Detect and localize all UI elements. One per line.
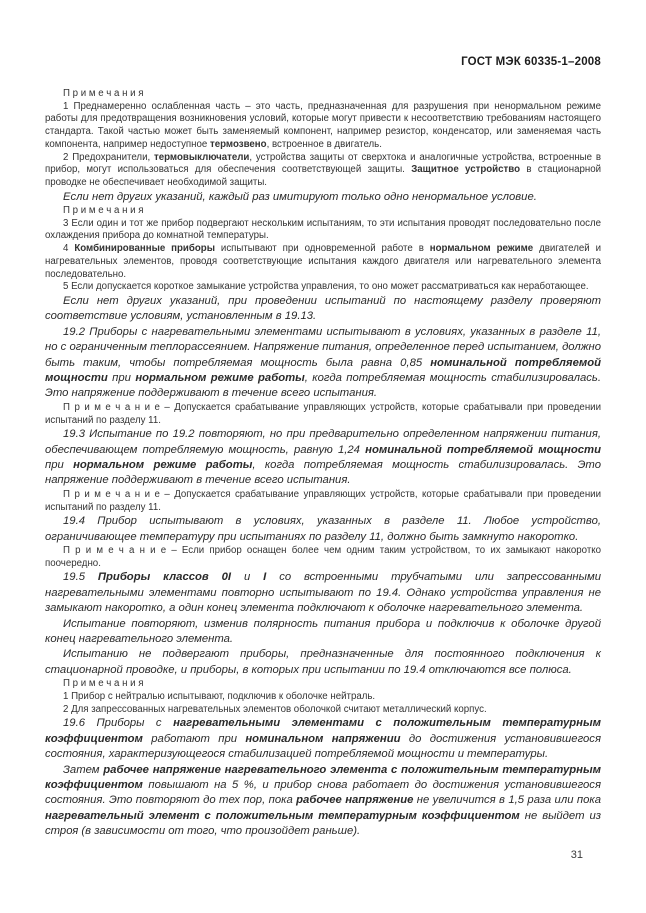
text-run: повышают на 5 %, и прибор снова работает до достижения установившегося состояния. Это повторяют до тех пор, пока <box>45 779 601 807</box>
text-run: 19.5 <box>63 571 98 584</box>
text-run: 19.6 Приборы с <box>63 717 174 730</box>
note-paragraph <box>45 402 601 427</box>
note-paragraph <box>45 205 601 218</box>
text-run: 5 Если допускается короткое замыкание устройства управления, то оно может рассматриваться как неработающее. <box>63 281 589 293</box>
note-paragraph <box>45 218 601 243</box>
body-paragraph <box>45 190 601 205</box>
text-run: 1 Преднамеренно ослабленная часть – это часть, предназначенная для разрушения при ненормальном режиме работы для предотвращения возникновения условий, которые могут привести к несоответствию требованиям настоящего стандарта. Такой частью может быть заменяемый компонент, например резистор, конденсатор, или заменяемая часть компонента, например недоступное <box>45 100 601 150</box>
text-run: работают при <box>142 732 246 745</box>
text-run: и <box>231 571 264 584</box>
note-paragraph <box>45 545 601 570</box>
bold-text-run: нормальном режиме работы <box>73 459 253 472</box>
text-run: , когда потребляемая мощность стабилизировалась. Это напряжение поддерживают в течение всего испытания. <box>45 371 602 400</box>
document-body <box>45 88 601 840</box>
note-paragraph <box>45 691 601 704</box>
note-paragraph <box>45 678 601 691</box>
bold-text-run: I <box>263 571 267 584</box>
bold-text-run: Приборы классов 0I <box>97 571 232 584</box>
text-run: П р и м е ч а н и е – Если прибор оснащен более чем одним таким устройством, то их замыкают накоротко поочередно. <box>45 545 601 569</box>
text-run: двигателей и нагревательных элементов, проводя соответствующие испытания каждого двигателя или нагревательного элемента последовательно. <box>45 243 601 280</box>
text-run: П р и м е ч а н и я <box>63 88 144 99</box>
text-run: Испытание повторяют, изменив полярность питания прибора и подключив к оболочке другой конец нагревательного элемента. <box>45 617 601 646</box>
text-run: до достижения установившегося состояния, характеризующегося стабилизацией потребляемой мощности и температуры. <box>45 732 601 761</box>
note-paragraph <box>45 704 601 717</box>
text-run: П р и м е ч а н и е – Допускается срабатывание управляющих устройств, которые срабатывали при проведении испытаний по разделу 11. <box>45 488 601 513</box>
text-run: при <box>45 459 74 472</box>
bold-text-run: нагревательными элементами с положительным температурным коэффициентом <box>45 717 601 745</box>
text-run: со встроенными трубчатыми или запрессованными нагревательными элементами повторно испытывают по 19.4. Однако устройства управления не замыкают накоротко, а один конец элемента подключают к оболочке нагревательного элемента. <box>45 571 601 615</box>
body-paragraph <box>45 325 601 402</box>
text-run: 19.3 Испытание по 19.2 повторяют, но при предварительно определенном напряжении питания, обеспечивающем потребляемую мощность, равную 1,24 <box>45 428 601 456</box>
bold-text-run: термовыключатели <box>154 151 250 163</box>
text-run: 1 Прибор с нейтралью испытывают, подключив к оболочке нейтраль. <box>63 691 376 702</box>
text-run: 2 Предохранители, <box>63 151 154 163</box>
text-run: 19.2 Приборы с нагревательными элементами испытывают в условиях, указанных в разделе 11, но с ограниченным теплорассеянием. Напряжение питания, определенное перед испытанием, должно быть таким, чтобы потребляемая мощность была равна 0,85 <box>45 325 601 369</box>
page-number: 31 <box>570 848 583 861</box>
body-paragraph <box>45 294 601 325</box>
page-content <box>45 56 601 861</box>
text-run: не увеличится в 1,5 раза или пока <box>413 794 601 807</box>
text-run: П р и м е ч а н и я <box>63 678 144 690</box>
bold-text-run: нагревательный элемент с положительным температурным коэффициентом <box>45 809 520 822</box>
note-paragraph <box>45 281 601 294</box>
body-paragraph <box>45 514 601 545</box>
text-run: испытывают при одновременной работе в <box>214 243 430 255</box>
text-run: Если нет других указаний, при проведении испытаний по настоящему разделу проверяют соответствие условиям, установленным в 19.13. <box>45 294 601 323</box>
bold-text-run: номинальной потребляемой мощности <box>45 356 602 384</box>
body-paragraph <box>45 763 601 840</box>
body-paragraph <box>45 617 601 648</box>
text-run: 3 Если один и тот же прибор подвергают нескольким испытаниям, то эти испытания проводят последовательно после охлаждения прибора до комнатной температуры. <box>45 217 601 242</box>
bold-text-run: номинальном напряжении <box>245 732 401 745</box>
text-run: Если нет других указаний, каждый раз имитируют только одно ненормальное условие. <box>63 190 537 203</box>
text-run: П р и м е ч а н и я <box>63 205 144 217</box>
body-paragraph <box>45 716 601 762</box>
bold-text-run: рабочее напряжение нагревательного элемента с положительным температурным коэффициентом <box>45 763 601 792</box>
text-run: Затем <box>63 763 104 776</box>
body-paragraph <box>45 570 601 616</box>
note-paragraph <box>45 88 601 101</box>
text-run: , когда потребляемая мощность стабилизировалась. Это напряжение поддерживают в течение всего испытания. <box>45 459 602 487</box>
bold-text-run: рабочее напряжение <box>296 794 414 807</box>
text-run: , устройства защиты от сверхтока и аналогичные устройства, встроенные в прибор, могут использоваться для обеспечения соответствующей защиты. <box>45 151 601 176</box>
body-paragraph <box>45 427 601 489</box>
text-run: 19.4 Прибор испытывают в условиях, указанных в разделе 11. Любое устройство, ограничивающее температуру при испытаниях по разделу 11, должно быть замкнуто накоротко. <box>45 515 601 543</box>
text-run: 4 <box>63 243 75 255</box>
text-run: не выйдет из строя (в зависимости от того, что произойдет раньше). <box>45 809 601 838</box>
bold-text-run: Комбинированные приборы <box>74 243 215 255</box>
text-run: П р и м е ч а н и е – Допускается срабатывание управляющих устройств, которые срабатывали при проведении испытаний по разделу 11. <box>45 401 601 426</box>
bold-text-run: нормальном режиме работы <box>135 371 305 384</box>
note-paragraph <box>45 101 601 152</box>
text-run: , встроенное в двигатель. <box>266 138 382 150</box>
note-paragraph <box>45 152 601 190</box>
body-paragraph <box>45 647 601 678</box>
bold-text-run: Защитное устройство <box>411 164 520 176</box>
standard-number-header: ГОСТ МЭК 60335-1–2008 <box>461 56 601 68</box>
note-paragraph <box>45 243 601 281</box>
text-run: Испытанию не подвергают приборы, предназначенные для постоянного подключения к стационарной проводке, и приборы, в которых при испытании по 19.4 отключаются все полюса. <box>45 648 601 676</box>
bold-text-run: нормальном режиме <box>429 243 534 255</box>
note-paragraph <box>45 489 601 514</box>
text-run: в стационарной проводке не обеспечивает необходимой защиты. <box>45 164 602 188</box>
bold-text-run: номинальной потребляемой мощности <box>365 443 601 456</box>
bold-text-run: термозвено <box>210 138 267 150</box>
text-run: 2 Для запрессованных нагревательных элементов оболочкой считают металлический корпус. <box>63 703 487 715</box>
text-run: при <box>107 371 136 384</box>
